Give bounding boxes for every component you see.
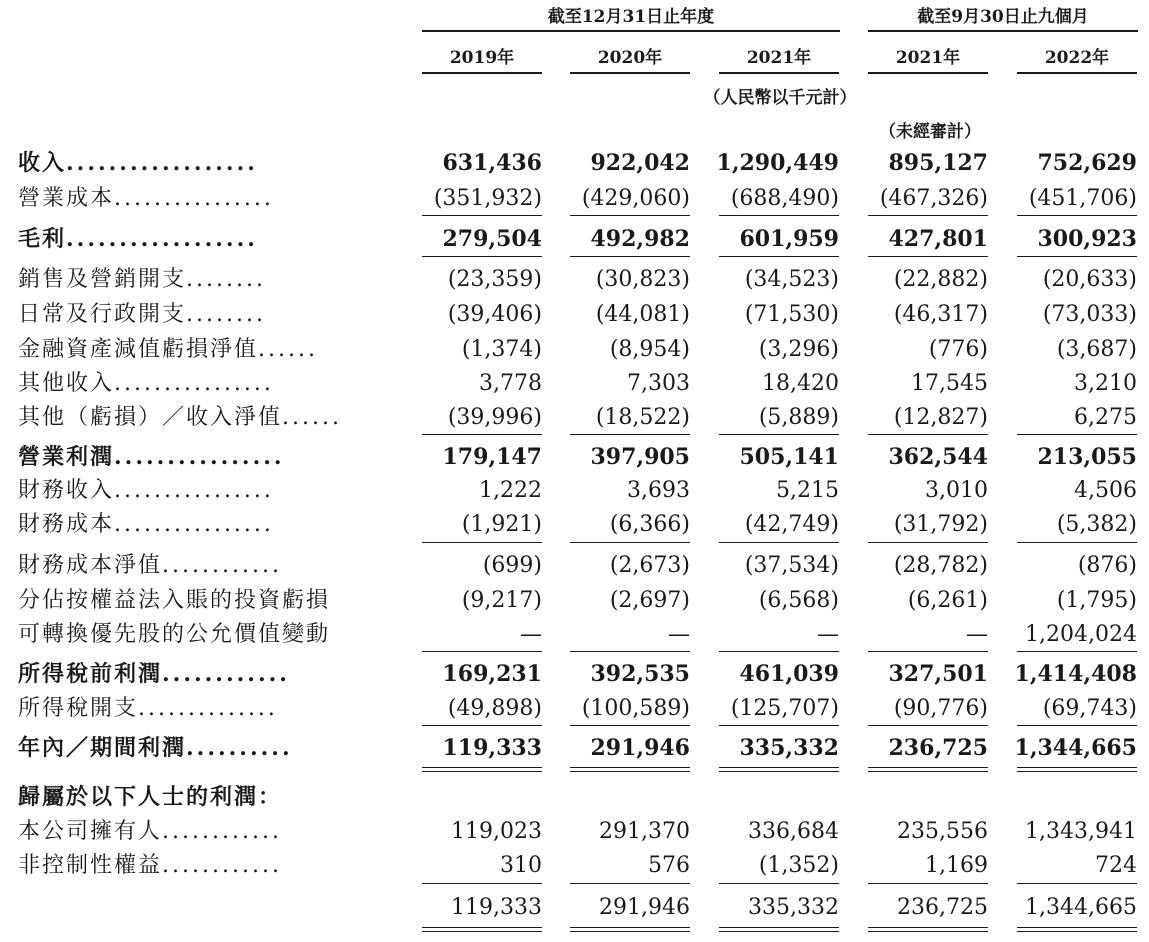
value-2020: (2,673): [609, 553, 690, 578]
value-2021-9m: 17,545: [911, 371, 988, 396]
value-2020: 922,042: [590, 150, 690, 176]
value-2019: (351,932): [433, 186, 542, 211]
subtotal-rule: [422, 651, 542, 652]
value-2020: (2,697): [609, 588, 690, 613]
value-2021-9m: 327,501: [888, 661, 988, 687]
row-label-text: 其他（虧損）／收入淨值: [18, 405, 283, 430]
value-2020: 576: [648, 853, 690, 878]
row-label-text: 營業成本: [18, 186, 115, 211]
value-2022-9m: (451,706): [1028, 186, 1137, 211]
row-label-text: 財務成本: [18, 512, 115, 537]
value-2021: (1,352): [758, 853, 839, 878]
value-2019: —: [520, 622, 542, 647]
value-2020: (18,522): [595, 405, 690, 430]
row-finance-costs-net: [0, 549, 1149, 583]
value-2019: (9,217): [461, 588, 542, 613]
total-double-rule: [1017, 767, 1137, 772]
subtotal-rule: [868, 256, 988, 257]
value-2021-9m: (12,827): [893, 405, 988, 430]
row-label-text: 可轉換優先股的公允價值變動: [18, 622, 331, 647]
value-2021-9m: 236,725: [897, 895, 988, 920]
value-2019: 3,778: [479, 371, 542, 396]
value-2021-9m: 236,725: [888, 735, 988, 761]
subtotal-rule: [422, 215, 542, 216]
value-2022-9m: 1,344,665: [1025, 895, 1137, 920]
year-header-2020: 2020年: [570, 44, 690, 74]
subtotal-rule: [868, 434, 988, 435]
row-label: [18, 367, 398, 401]
value-2022-9m: (876): [1077, 553, 1137, 578]
subtotal-rule: [1017, 434, 1137, 435]
subtotal-rule: [719, 542, 839, 543]
row-label: [18, 182, 398, 216]
value-2021: 335,332: [748, 895, 839, 920]
total-double-rule: [868, 927, 988, 932]
row-general-admin-expenses: [0, 298, 1149, 332]
total-double-rule: [719, 767, 839, 772]
value-2022-9m: 1,344,665: [1014, 735, 1137, 761]
row-label: [18, 146, 398, 180]
value-2022-9m: 724: [1095, 853, 1137, 878]
value-2020: 291,946: [590, 735, 690, 761]
subtotal-rule: [570, 256, 690, 257]
subtotal-rule: [422, 542, 542, 543]
value-2021: 18,420: [762, 371, 839, 396]
value-2022-9m: 3,210: [1074, 371, 1137, 396]
subtotal-rule: [1017, 256, 1137, 257]
value-2022-9m: 1,414,408: [1014, 661, 1137, 687]
subtotal-rule: [868, 883, 988, 884]
year-header-2022-9m: 2022年: [1017, 44, 1137, 74]
value-2021: —: [817, 622, 839, 647]
value-2022-9m: (69,743): [1042, 696, 1137, 721]
value-2022-9m: 213,055: [1037, 444, 1137, 470]
value-2021: 5,215: [776, 478, 839, 503]
leader-dots: ................: [114, 371, 274, 396]
group-title-nine-months: 截至9月30日止九個月: [868, 4, 1138, 32]
attributable-section-heading: 歸屬於以下人士的利潤：: [18, 784, 283, 810]
value-2019: 179,147: [442, 444, 542, 470]
row-other-income: [0, 367, 1149, 401]
leader-dots: ................: [114, 186, 274, 211]
value-2019: 631,436: [442, 150, 542, 176]
value-2021: (6,568): [758, 588, 839, 613]
leader-dots: ............: [162, 661, 290, 687]
row-label: [18, 849, 398, 883]
subtotal-rule: [422, 725, 542, 726]
row-owners-of-company: [0, 815, 1149, 849]
subtotal-rule: [719, 725, 839, 726]
value-2019: 279,504: [442, 226, 542, 252]
year-header-2021: 2021年: [719, 44, 839, 74]
value-2020: 291,370: [599, 819, 690, 844]
row-label-text: 收入: [18, 150, 67, 176]
row-label: [18, 731, 398, 765]
leader-dots: ................: [114, 512, 274, 537]
row-profit-for-period: [0, 731, 1149, 765]
value-2019: (39,996): [447, 405, 542, 430]
row-profit-before-tax: [0, 657, 1149, 691]
row-label: [18, 891, 398, 925]
value-2021: (42,749): [744, 512, 839, 537]
row-share-of-losses-investments: [0, 584, 1149, 618]
value-2021-9m: (22,882): [893, 267, 988, 292]
value-2022-9m: (3,687): [1056, 337, 1137, 362]
leader-dots: ........: [186, 267, 266, 292]
value-2021: (34,523): [744, 267, 839, 292]
value-2021-9m: 235,556: [897, 819, 988, 844]
value-2021: 505,141: [739, 444, 839, 470]
value-2021-9m: 895,127: [888, 150, 988, 176]
row-label: [18, 401, 398, 435]
value-2020: (100,589): [581, 696, 690, 721]
leader-dots: ..........: [186, 735, 293, 761]
subtotal-rule: [719, 256, 839, 257]
value-2022-9m: (1,795): [1056, 588, 1137, 613]
value-2020: 397,905: [590, 444, 690, 470]
subtotal-rule: [422, 256, 542, 257]
value-2021: (37,534): [744, 553, 839, 578]
value-2019: 119,333: [451, 895, 542, 920]
row-label-text: 所得稅前利潤: [18, 661, 163, 687]
leader-dots: ..............: [138, 696, 278, 721]
leader-dots: ............: [162, 553, 282, 578]
value-2019: 119,023: [451, 819, 542, 844]
unaudited-note: （未經審計）: [879, 122, 981, 142]
row-label: [18, 657, 398, 691]
row-label: [18, 692, 398, 726]
row-label-text: 所得稅開支: [18, 696, 139, 721]
value-2020: 3,693: [627, 478, 690, 503]
value-2021: 336,684: [748, 819, 839, 844]
value-2021-9m: (90,776): [893, 696, 988, 721]
row-label-text: 本公司擁有人: [18, 819, 163, 844]
subtotal-rule: [719, 215, 839, 216]
value-2021-9m: (28,782): [893, 553, 988, 578]
subtotal-rule: [570, 215, 690, 216]
row-finance-costs: [0, 508, 1149, 542]
value-2022-9m: 4,506: [1074, 478, 1137, 503]
leader-dots: ................: [114, 444, 285, 470]
value-2019: (39,406): [447, 302, 542, 327]
row-label-text: 分佔按權益法入賬的投資虧損: [18, 588, 331, 613]
leader-dots: ......: [282, 405, 342, 430]
row-impairment-losses: [0, 333, 1149, 367]
subtotal-rule: [1017, 215, 1137, 216]
value-2021-9m: (46,317): [893, 302, 988, 327]
value-2021: (71,530): [744, 302, 839, 327]
value-2020: (429,060): [581, 186, 690, 211]
row-non-controlling-interests: [0, 849, 1149, 883]
value-2020: 291,946: [599, 895, 690, 920]
value-2021-9m: (776): [928, 337, 988, 362]
value-2022-9m: 752,629: [1037, 150, 1137, 176]
leader-dots: ..................: [66, 226, 258, 252]
leader-dots: ..................: [66, 150, 258, 176]
row-label: [18, 298, 398, 332]
leader-dots: ............: [162, 819, 282, 844]
value-2019: 310: [500, 853, 542, 878]
total-double-rule: [1017, 927, 1137, 932]
value-2021-9m: (31,792): [893, 512, 988, 537]
leader-dots: ............: [162, 853, 282, 878]
row-label: [18, 508, 398, 542]
subtotal-rule: [422, 883, 542, 884]
row-label: [18, 333, 398, 367]
subtotal-rule: [570, 725, 690, 726]
value-2022-9m: (73,033): [1042, 302, 1137, 327]
value-2019: 1,222: [479, 478, 542, 503]
row-label-text: 財務成本淨值: [18, 553, 163, 578]
row-label-text: 銷售及營銷開支: [18, 267, 187, 292]
value-2021-9m: —: [966, 622, 988, 647]
value-2022-9m: (20,633): [1042, 267, 1137, 292]
row-cost-of-revenue: [0, 182, 1149, 216]
total-double-rule: [719, 927, 839, 932]
row-revenue: [0, 146, 1149, 180]
value-2022-9m: 1,343,941: [1025, 819, 1137, 844]
subtotal-rule: [570, 651, 690, 652]
value-2019: (699): [482, 553, 542, 578]
group-title-year-end: 截至12月31日止年度: [422, 4, 840, 32]
total-double-rule: [570, 927, 690, 932]
row-label-text: 非控制性權益: [18, 853, 163, 878]
row-fair-value-change-preferred-shares: [0, 618, 1149, 652]
row-label-text: 營業利潤: [18, 444, 115, 470]
total-double-rule: [570, 767, 690, 772]
subtotal-rule: [570, 434, 690, 435]
value-2020: (8,954): [609, 337, 690, 362]
value-2020: —: [668, 622, 690, 647]
row-label: [18, 222, 398, 256]
row-label-text: 年內／期間利潤: [18, 735, 187, 761]
value-2021-9m: 1,169: [925, 853, 988, 878]
value-2021-9m: 427,801: [888, 226, 988, 252]
subtotal-rule: [570, 542, 690, 543]
subtotal-rule: [570, 883, 690, 884]
currency-unit-note: （人民幣以千元計）: [703, 88, 857, 108]
row-label: [18, 474, 398, 508]
value-2021-9m: 3,010: [925, 478, 988, 503]
subtotal-rule: [1017, 883, 1137, 884]
subtotal-rule: [1017, 651, 1137, 652]
value-2022-9m: 6,275: [1074, 405, 1137, 430]
value-2019: (49,898): [447, 696, 542, 721]
value-2020: (6,366): [609, 512, 690, 537]
subtotal-rule: [719, 651, 839, 652]
row-label: [18, 263, 398, 297]
value-2021: 601,959: [739, 226, 839, 252]
value-2020: (44,081): [595, 302, 690, 327]
row-label: [18, 584, 398, 618]
value-2021: 461,039: [739, 661, 839, 687]
value-2022-9m: (5,382): [1056, 512, 1137, 537]
value-2021-9m: (467,326): [879, 186, 988, 211]
value-2022-9m: 1,204,024: [1025, 622, 1137, 647]
row-label: [18, 440, 398, 474]
value-2021-9m: 362,544: [888, 444, 988, 470]
year-header-2021-9m: 2021年: [868, 44, 988, 74]
value-2019: (23,359): [447, 267, 542, 292]
value-2021: (5,889): [758, 405, 839, 430]
row-other-losses-income-net: [0, 401, 1149, 435]
row-operating-profit: [0, 440, 1149, 474]
value-2021: 1,290,449: [716, 150, 839, 176]
row-label-text: 財務收入: [18, 478, 115, 503]
value-2020: 492,982: [590, 226, 690, 252]
subtotal-rule: [868, 725, 988, 726]
value-2022-9m: 300,923: [1037, 226, 1137, 252]
row-gross-profit: [0, 222, 1149, 256]
subtotal-rule: [719, 434, 839, 435]
value-2020: 392,535: [590, 661, 690, 687]
row-attributable-total: [0, 891, 1149, 925]
subtotal-rule: [422, 434, 542, 435]
year-header-2019: 2019年: [422, 44, 542, 74]
subtotal-rule: [868, 542, 988, 543]
value-2021: (688,490): [730, 186, 839, 211]
total-double-rule: [422, 767, 542, 772]
leader-dots: ................: [114, 478, 274, 503]
value-2019: (1,921): [461, 512, 542, 537]
value-2019: (1,374): [461, 337, 542, 362]
row-income-tax-expense: [0, 692, 1149, 726]
total-double-rule: [422, 927, 542, 932]
row-label: [18, 815, 398, 849]
subtotal-rule: [1017, 725, 1137, 726]
subtotal-rule: [868, 215, 988, 216]
subtotal-rule: [868, 651, 988, 652]
row-label-text: 其他收入: [18, 371, 115, 396]
value-2019: 119,333: [442, 735, 542, 761]
row-selling-marketing-expenses: [0, 263, 1149, 297]
leader-dots: ........: [186, 302, 266, 327]
subtotal-rule: [719, 883, 839, 884]
value-2021-9m: (6,261): [907, 588, 988, 613]
value-2021: 335,332: [739, 735, 839, 761]
row-label-text: 金融資產減值虧損淨值: [18, 337, 259, 362]
value-2019: 169,231: [442, 661, 542, 687]
row-label: [18, 549, 398, 583]
value-2020: 7,303: [627, 371, 690, 396]
value-2021: (125,707): [730, 696, 839, 721]
leader-dots: ......: [258, 337, 318, 362]
total-double-rule: [868, 767, 988, 772]
subtotal-rule: [1017, 542, 1137, 543]
row-label-text: 日常及行政開支: [18, 302, 187, 327]
row-label: [18, 618, 398, 652]
row-label-text: 毛利: [18, 226, 67, 252]
row-finance-income: [0, 474, 1149, 508]
value-2020: (30,823): [595, 267, 690, 292]
value-2021: (3,296): [758, 337, 839, 362]
